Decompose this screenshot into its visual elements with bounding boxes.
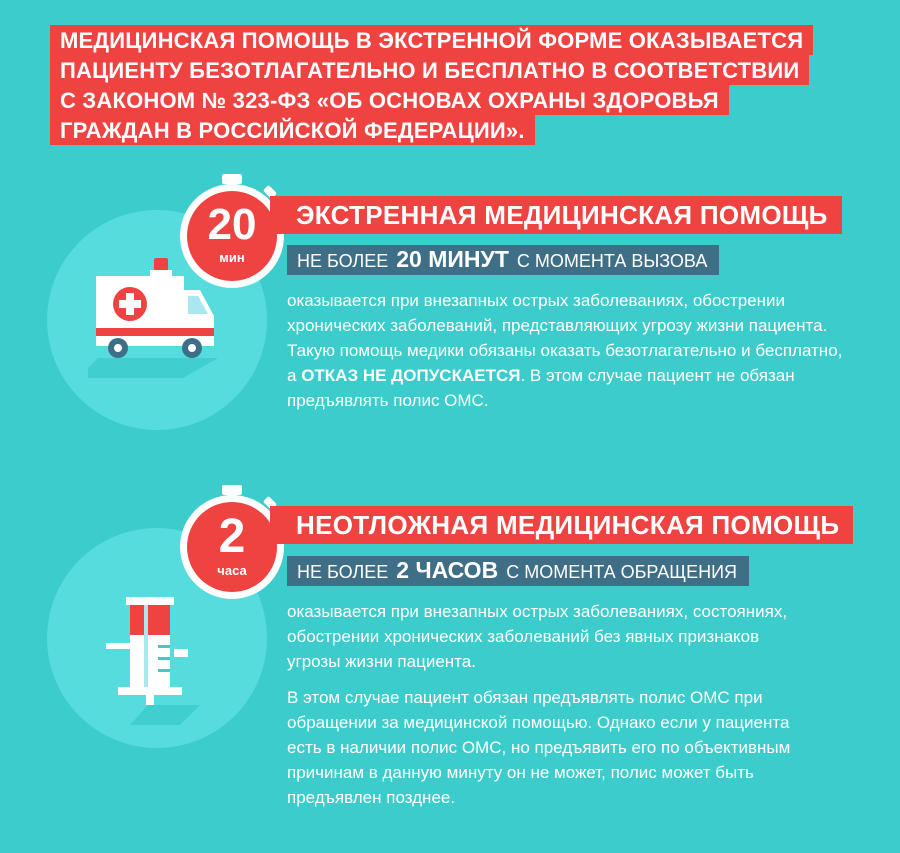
urgent-timer-value: 2 <box>218 510 246 563</box>
emergency-title: ЭКСТРЕННАЯ МЕДИЦИНСКАЯ ПОМОЩЬ <box>270 196 842 234</box>
urgent-description <box>287 599 817 821</box>
urgent-paragraph: оказывается при внезапных острых заболеваниях, состояниях, обострении хронических заболеваний без явных признаков угрозы жизни пациента. <box>287 602 788 671</box>
emergency-text: . В этом случае пациент не обязан предъявлять полис ОМС. <box>287 366 795 410</box>
urgent-sub-prefix: НЕ БОЛЕЕ <box>297 562 389 582</box>
urgent-title: НЕОТЛОЖНАЯ МЕДИЦИНСКАЯ ПОМОЩЬ <box>270 506 853 544</box>
emergency-description <box>287 288 847 413</box>
emergency-subtitle <box>287 245 719 275</box>
emergency-text-bold: ОТКАЗ НЕ ДОПУСКАЕТСЯ <box>301 366 521 385</box>
intro-line: ПАЦИЕНТУ БЕЗОТЛАГАТЕЛЬНО И БЕСПЛАТНО В СООТВЕТСТВИИ <box>50 55 809 85</box>
intro-line: ГРАЖДАН В РОССИЙСКОЙ ФЕДЕРАЦИИ». <box>50 115 535 145</box>
emergency-sub-value: 20 МИНУТ <box>396 246 509 272</box>
emergency-sub-prefix: НЕ БОЛЕЕ <box>297 251 389 271</box>
urgent-subtitle <box>287 556 749 586</box>
emergency-text: оказывается при внезапных острых заболеваниях, обострении хронических заболеваний, представляющих угрозу жизни пациента. Такую помощь медики обязаны оказать безотлагательно и бесплатно, а <box>287 291 843 385</box>
intro-banner <box>50 25 820 145</box>
emergency-sub-suffix: С МОМЕНТА ВЫЗОВА <box>516 251 708 271</box>
intro-line: С ЗАКОНОМ № 323-ФЗ «ОБ ОСНОВАХ ОХРАНЫ ЗДОРОВЬЯ <box>50 85 729 115</box>
emergency-timer-value: 20 <box>207 200 257 249</box>
urgent-sub-value: 2 ЧАСОВ <box>396 557 499 583</box>
intro-line: МЕДИЦИНСКАЯ ПОМОЩЬ В ЭКСТРЕННОЙ ФОРМЕ ОКАЗЫВАЕТСЯ <box>50 25 813 55</box>
emergency-timer-unit: мин <box>219 250 245 265</box>
urgent-sub-suffix: С МОМЕНТА ОБРАЩЕНИЯ <box>506 562 738 582</box>
urgent-timer-unit: часа <box>217 563 247 578</box>
urgent-paragraph: В этом случае пациент обязан предъявлять полис ОМС при обращении за медицинской помощью. Однако если у пациента есть в наличии полис ОМС, но предъявить его по объективным причинам в данную минуту он не может, полис может быть предъявлен позднее. <box>287 688 791 807</box>
